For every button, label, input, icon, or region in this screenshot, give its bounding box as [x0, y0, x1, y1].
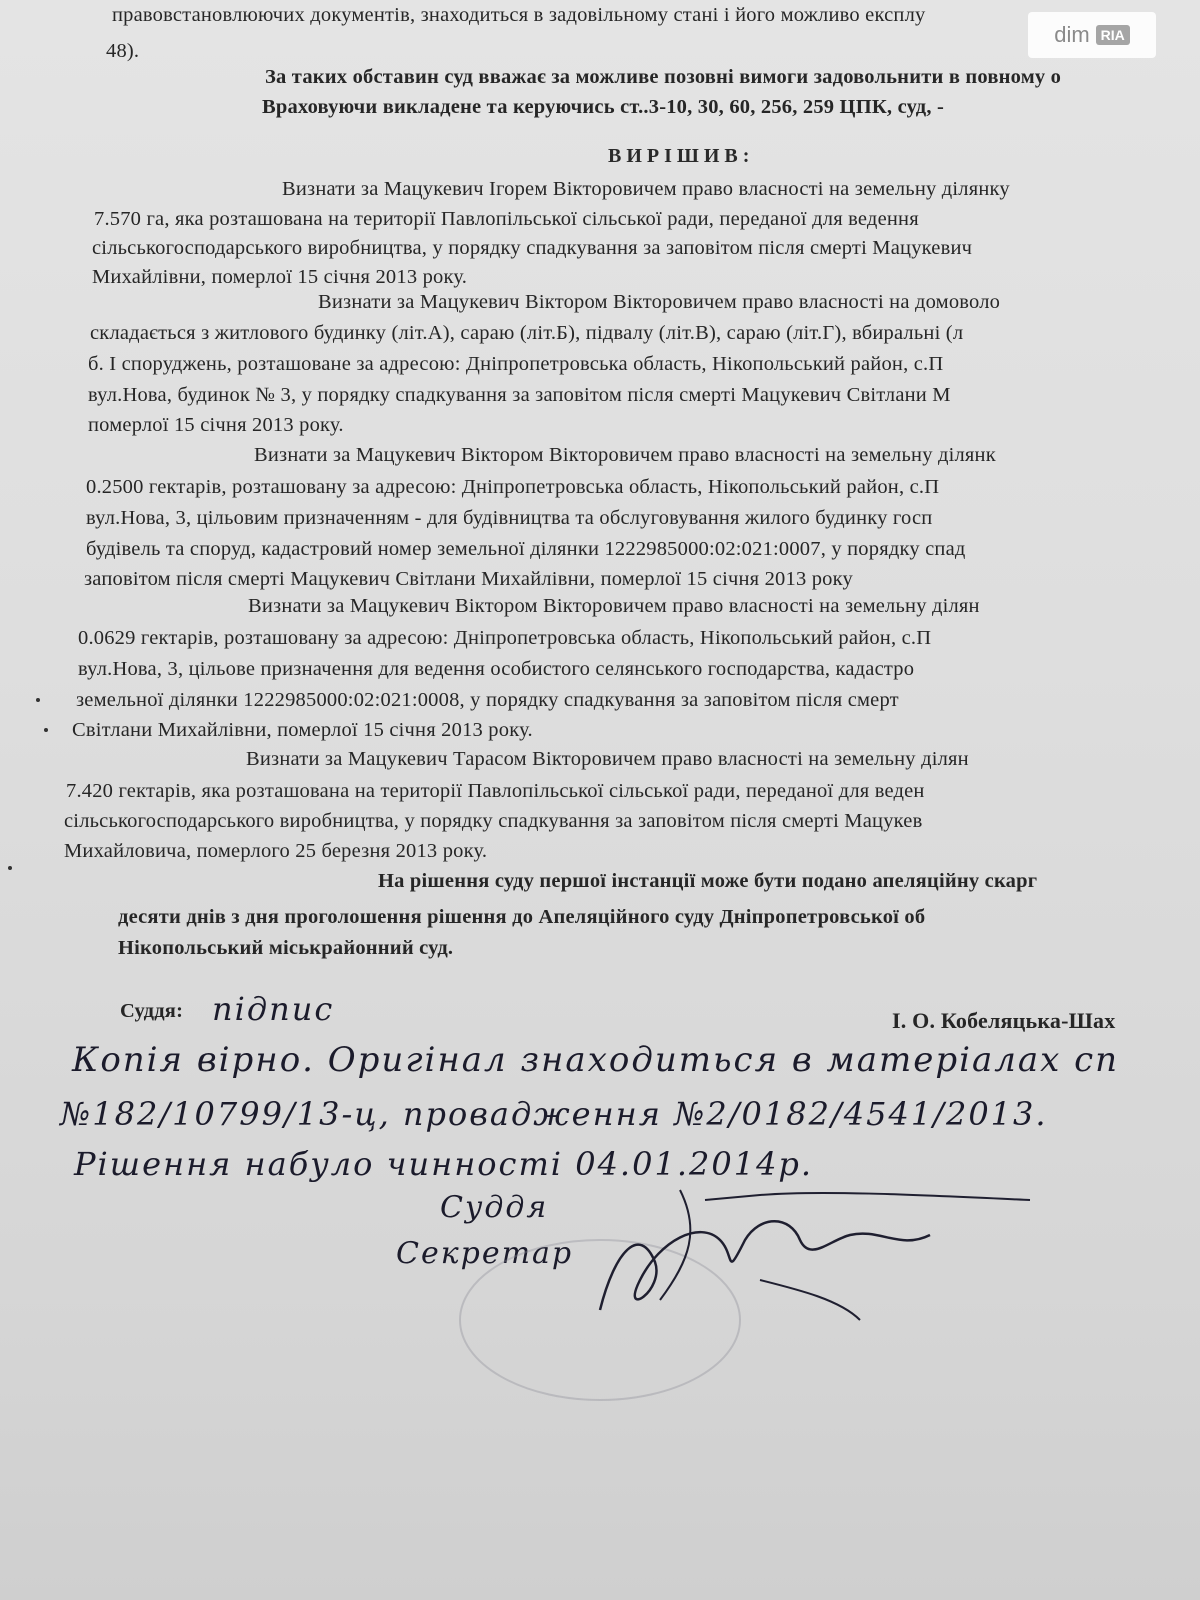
text-line-top-1: правовстановлюючих документів, знаходиться в задовільному стані і його можливо експлу	[112, 4, 926, 26]
paragraph-5-line-1: Визнати за Мацукевич Тарасом Вікторовичем право власності на земельну ділян	[246, 748, 969, 770]
paragraph-1-line-4: Михайлівни, померлої 15 січня 2013 року.	[92, 266, 468, 288]
paragraph-1-line-2: 7.570 га, яка розташована на території Павлопільської сільської ради, переданої для ведення	[94, 208, 919, 230]
paragraph-1-line-1: Визнати за Мацукевич Ігорем Вікторовичем право власності на земельну ділянку	[282, 178, 1010, 200]
paragraph-5-line-4: Михайловича, померлого 25 березня 2013 року.	[64, 840, 488, 862]
paragraph-5-line-3: сільськогосподарського виробництва, у порядку спадкування за заповітом після смерті Мацукев	[64, 810, 923, 832]
paragraph-1-line-3: сільськогосподарського виробництва, у порядку спадкування за заповітом після смерті Мацукевич	[92, 237, 973, 259]
paragraph-4-line-5: Світлани Михайлівни, померлої 15 січня 2013 року.	[72, 719, 533, 741]
paragraph-3-line-2: 0.2500 гектарів, розташовану за адресою: Дніпропетровська область, Нікопольський район, с.П	[86, 476, 940, 498]
watermark-badge: RIA	[1096, 25, 1130, 45]
handwritten-note-1: Копія вірно. Оригінал знаходиться в матеріалах сп	[72, 1040, 1120, 1080]
signature-long-stroke	[660, 1190, 1030, 1300]
text-line-top-4: Враховуючи викладене та керуючись ст..3-10, 30, 60, 256, 259 ЦПК, суд, -	[262, 96, 945, 118]
paragraph-3-line-5: заповітом після смерті Мацукевич Світлани Михайлівни, померлої 15 січня 2013 року	[84, 568, 853, 590]
paragraph-4-line-1: Визнати за Мацукевич Віктором Вікторовичем право власності на земельну ділян	[248, 595, 980, 617]
handwritten-note-3: Рішення набуло чинності 04.01.2014р.	[74, 1145, 814, 1183]
margin-mark	[44, 728, 48, 732]
paragraph-2-line-2: складається з житлового будинку (літ.А), сараю (літ.Б), підвалу (літ.В), сараю (літ.Г), вбиральні (л	[90, 322, 964, 344]
paragraph-2-line-3: б. І споруджень, розташоване за адресою: Дніпропетровська область, Нікопольський район, с.П	[88, 353, 944, 375]
handwritten-judge: Суддя	[440, 1190, 549, 1225]
signature-judge-stroke	[600, 1221, 930, 1310]
margin-mark	[36, 698, 40, 702]
paragraph-4-line-3: вул.Нова, 3, цільове призначення для ведення особистого селянського господарства, кадастро	[78, 658, 915, 680]
judge-label: Суддя:	[120, 1000, 184, 1022]
paragraph-6-line-3: Нікопольський міськрайонний суд.	[118, 937, 454, 959]
stamp-outline	[460, 1240, 740, 1400]
handwritten-note-2: №182/10799/13-ц, провадження №2/0182/4541/2013.	[60, 1095, 1048, 1133]
paragraph-3-line-4: будівель та споруд, кадастровий номер земельної ділянки 1222985000:02:021:0007, у порядку спад	[86, 538, 966, 560]
watermark-brand: dim	[1054, 22, 1090, 47]
text-line-top-3: За таких обставин суд вважає за можливе позовні вимоги задовольнити в повному о	[265, 66, 1062, 88]
paragraph-2-line-4: вул.Нова, будинок № 3, у порядку спадкування за заповітом після смерті Мацукевич Світлани М	[88, 384, 951, 406]
handwritten-secretary: Секретар	[396, 1236, 574, 1271]
paragraph-3-line-3: вул.Нова, 3, цільовим призначенням - для будівництва та обслуговування жилого будинку госп	[86, 507, 933, 529]
judge-signature-note: підпис	[212, 990, 335, 1028]
decision-title: ВИРІШИВ:	[608, 145, 755, 167]
paragraph-6-line-2: десяти днів з дня проголошення рішення до Апеляційного суду Дніпропетровської об	[118, 906, 926, 928]
paragraph-6-line-1: На рішення суду першої інстанції може бути подано апеляційну скарг	[378, 870, 1038, 892]
paragraph-3-line-1: Визнати за Мацукевич Віктором Вікторовичем право власності на земельну ділянк	[254, 444, 996, 466]
paragraph-4-line-4: земельної ділянки 1222985000:02:021:0008, у порядку спадкування за заповітом після смерт	[76, 689, 899, 711]
margin-mark	[8, 866, 12, 870]
paragraph-4-line-2: 0.0629 гектарів, розташовану за адресою: Дніпропетровська область, Нікопольський район, с.П	[78, 627, 932, 649]
paragraph-2-line-1: Визнати за Мацукевич Віктором Вікторовичем право власності на домоволо	[318, 291, 1001, 313]
paragraph-5-line-2: 7.420 гектарів, яка розташована на території Павлопільської сільської ради, переданої для веден	[66, 780, 925, 802]
text-line-top-2: 48).	[106, 40, 140, 62]
paragraph-2-line-5: померлої 15 січня 2013 року.	[88, 414, 344, 436]
signature-tail-stroke	[760, 1280, 860, 1320]
judge-name: І. О. Кобеляцька-Шах	[892, 1008, 1116, 1033]
